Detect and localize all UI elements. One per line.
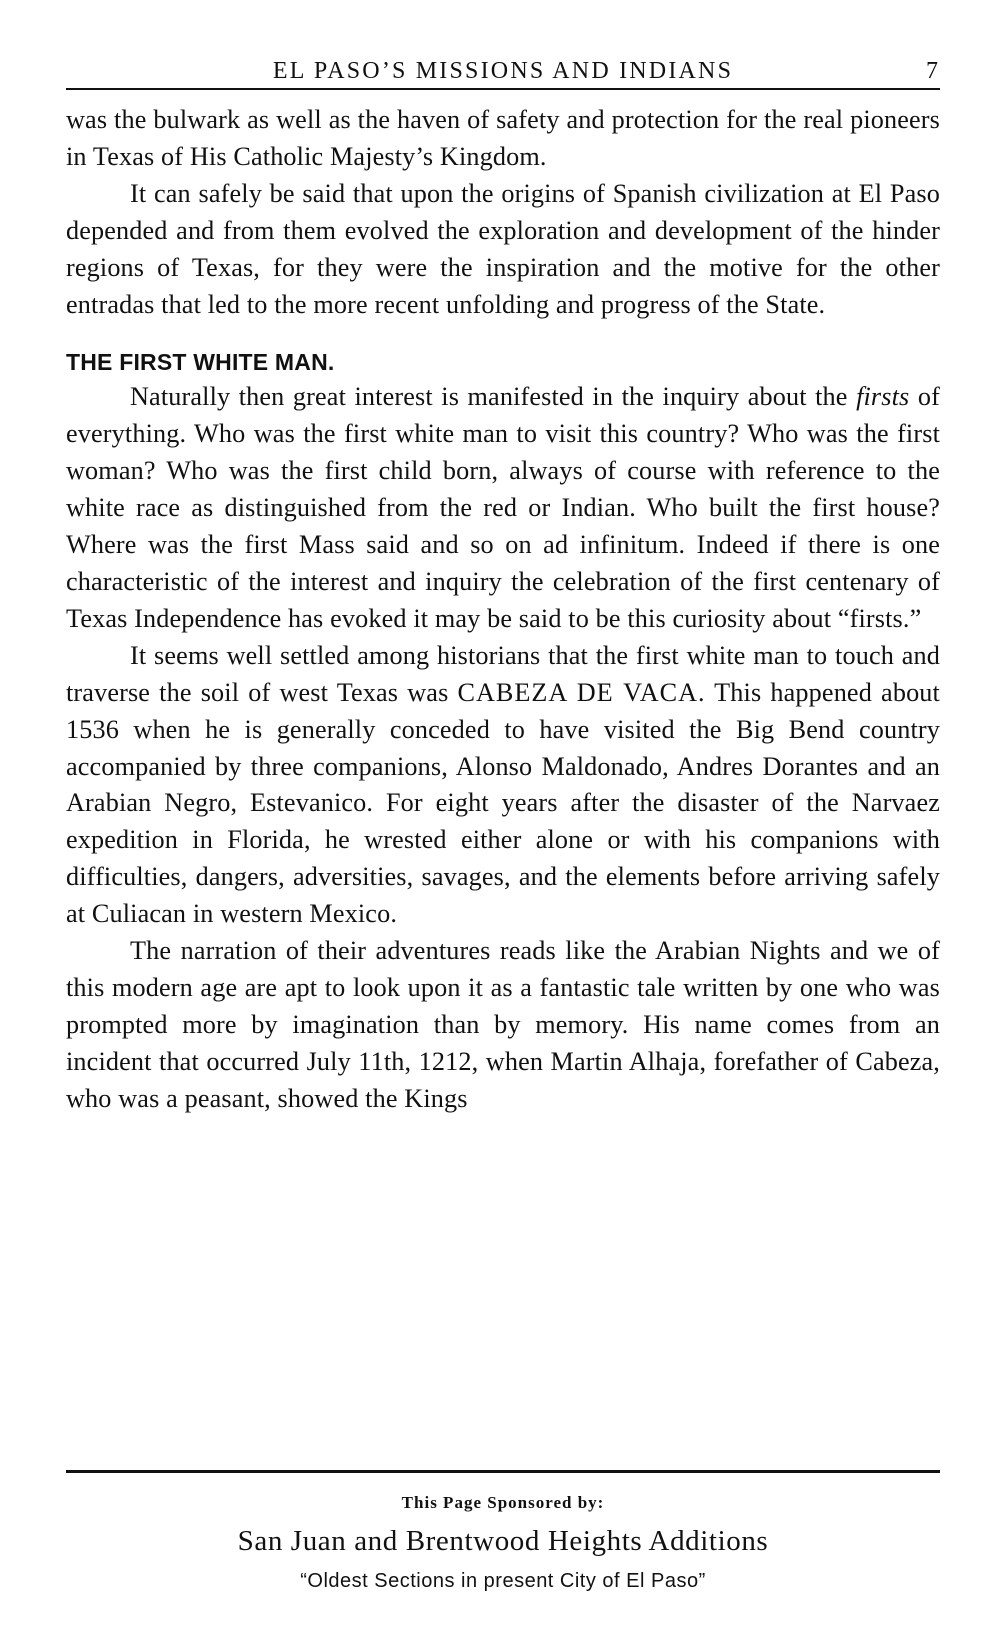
paragraph-firsts-end: of everything. Who was the first white man to visit this country? Who was the first woman? Who was the first child born, always of course with reference to the white race as distinguished from the red or Indian. Who built the first house? Where was the first Mass said and so on ad infinitum. Indeed if there is one characteristic of the interest and inquiry the celebration of the first centenary of Texas Independence has evoked it may be said to be this curiosity about “firsts.”: [66, 382, 940, 633]
paragraph-firsts-start: Naturally then great interest is manifested in the inquiry about the: [130, 382, 857, 412]
sponsor-name: San Juan and Brentwood Heights Additions: [237, 1525, 769, 1557]
paragraph-cabeza-start: It seems well settled among historians that the first white man to touch and traverse the soil of west Texas was: [66, 640, 940, 707]
paragraph-firsts: [66, 379, 940, 637]
document-page: [66, 48, 940, 1118]
sponsor-intro: This Page Sponsored by:: [401, 1493, 605, 1512]
paragraph-continued: was the bulwark as well as the haven of safety and protection for the real pioneers in Texas of His Catholic Majesty’s Kingdom.: [66, 105, 940, 171]
sponsor-footer: [66, 1470, 940, 1593]
running-header: [66, 48, 940, 90]
italic-firsts: firsts: [856, 382, 910, 412]
name-cabeza-de-vaca: CABEZA DE VACA.: [457, 677, 706, 707]
paragraph-spanish-civilization: It can safely be said that upon the origins of Spanish civilization at El Paso depended and from them evolved the exploration and development of the hinder regions of Texas, for they were the inspiration and the motive for the other entradas that led to the more recent unfolding and progress of the State.: [66, 178, 940, 319]
sponsor-tagline: “Oldest Sections in present City of El Paso”: [300, 1570, 706, 1592]
paragraph-cabeza-de-vaca: [66, 638, 940, 933]
running-title: EL PASO’S MISSIONS AND INDIANS: [272, 58, 734, 84]
body-text: [66, 102, 940, 1118]
paragraph-narration: The narration of their adventures reads like the Arabian Nights and we of this modern age are apt to look upon it as a fantastic tale written by one who was prompted more by imagination than by memory. His name comes from an incident that occurred July 11th, 1212, when Martin Alhaja, forefather of Cabeza, who was a peasant, showed the Kings: [66, 936, 940, 1113]
paragraph-cabeza-end: This happened about 1536 when he is generally conceded to have visited the Big Bend country accompanied by three companions, Alonso Maldonado, Andres Dorantes and an Arabian Negro, Estevanico. For eight years after the disaster of the Narvaez expedition in Florida, he wrested either alone or with his companions with difficulties, dangers, adversities, savages, and the elements before arriving safely at Culiacan in western Mexico.: [66, 677, 940, 929]
page-number: 7: [926, 58, 938, 84]
section-heading: THE FIRST WHITE MAN.: [66, 349, 335, 376]
